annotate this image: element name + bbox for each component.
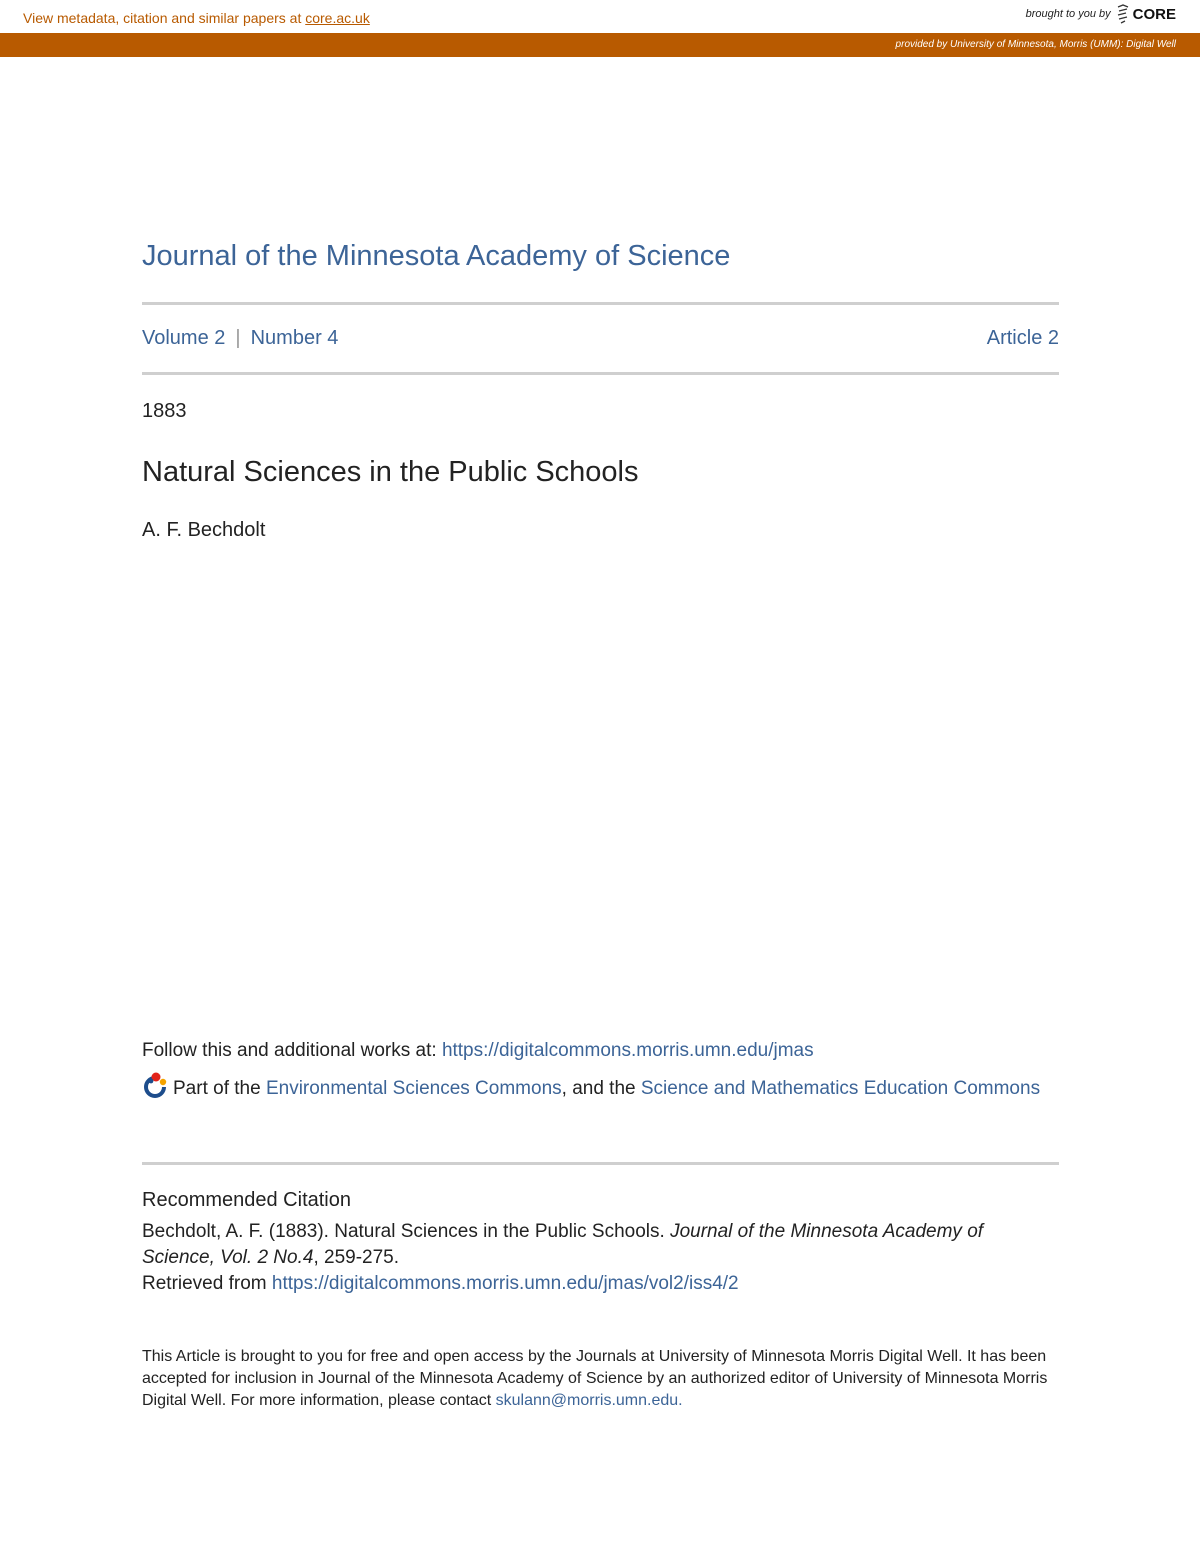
article-link[interactable]: Article 2: [986, 327, 1059, 349]
divider: [142, 372, 1059, 375]
core-logo[interactable]: [1115, 4, 1176, 24]
separator: |: [235, 327, 241, 349]
core-metadata-prefix: View metadata, citation and similar papers at: [23, 10, 306, 26]
volume-link[interactable]: Volume 2: [142, 327, 226, 349]
environmental-sciences-commons-link[interactable]: Environmental Sciences Commons: [265, 1078, 562, 1099]
publication-year: 1883: [142, 400, 187, 422]
core-logo-text: CORE: [1132, 5, 1176, 23]
volume-number-row: [142, 327, 1059, 350]
access-statement: [142, 1346, 1062, 1412]
citation-pages: , 259-275.: [313, 1247, 400, 1268]
brought-to-you-text: brought to you by: [1025, 8, 1111, 20]
divider: [142, 1162, 1059, 1165]
core-logo-icon: [1115, 4, 1131, 24]
part-of-middle: , and the: [561, 1078, 641, 1099]
network-commons-icon: [142, 1072, 170, 1108]
provided-by-text: provided by University of Minnesota, Morris (UMM): Digital Well: [895, 39, 1176, 50]
core-metadata-link[interactable]: [23, 10, 370, 26]
number-link[interactable]: Number 4: [250, 327, 339, 349]
core-ac-uk-link[interactable]: core.ac.uk: [305, 10, 370, 26]
science-math-education-commons-link[interactable]: Science and Mathematics Education Commons: [640, 1078, 1041, 1099]
retrieved-url-link[interactable]: https://digitalcommons.morris.umn.edu/jmas/vol2/iss4/2: [271, 1273, 739, 1294]
citation-journal: Journal of the Minnesota Academy of Science, Vol. 2 No.4: [142, 1221, 984, 1268]
contact-email-link[interactable]: skulann@morris.umn.edu.: [495, 1392, 683, 1409]
journal-title-link[interactable]: Journal of the Minnesota Academy of Science: [142, 240, 731, 272]
access-statement-text: This Article is brought to you for free and open access by the Journals at University of Minnesota Morris Digital Well. It has been accepted for inclusion in Journal of the Minnesota Academy of Science by an authorized editor of University of Minnesota Morris Digital Well. For more information, please contact: [142, 1348, 1048, 1409]
follow-prefix: Follow this and additional works at:: [142, 1040, 442, 1061]
citation-start: Bechdolt, A. F. (1883). Natural Sciences in the Public Schools.: [142, 1221, 671, 1242]
divider: [142, 302, 1059, 305]
article-author: A. F. Bechdolt: [142, 519, 266, 541]
part-of-prefix: Part of the: [173, 1078, 266, 1099]
article-title: Natural Sciences in the Public Schools: [142, 456, 639, 488]
recommended-citation-heading: Recommended Citation: [142, 1189, 351, 1211]
retrieved-prefix: Retrieved from: [142, 1273, 272, 1294]
part-of-commons: [142, 1072, 1042, 1108]
follow-works-line: [142, 1040, 814, 1062]
citation-text: [142, 1219, 1042, 1297]
core-brought-by[interactable]: [1026, 4, 1176, 24]
follow-url-link[interactable]: https://digitalcommons.morris.umn.edu/jmas: [441, 1040, 814, 1061]
core-provided-bar: [0, 33, 1200, 57]
